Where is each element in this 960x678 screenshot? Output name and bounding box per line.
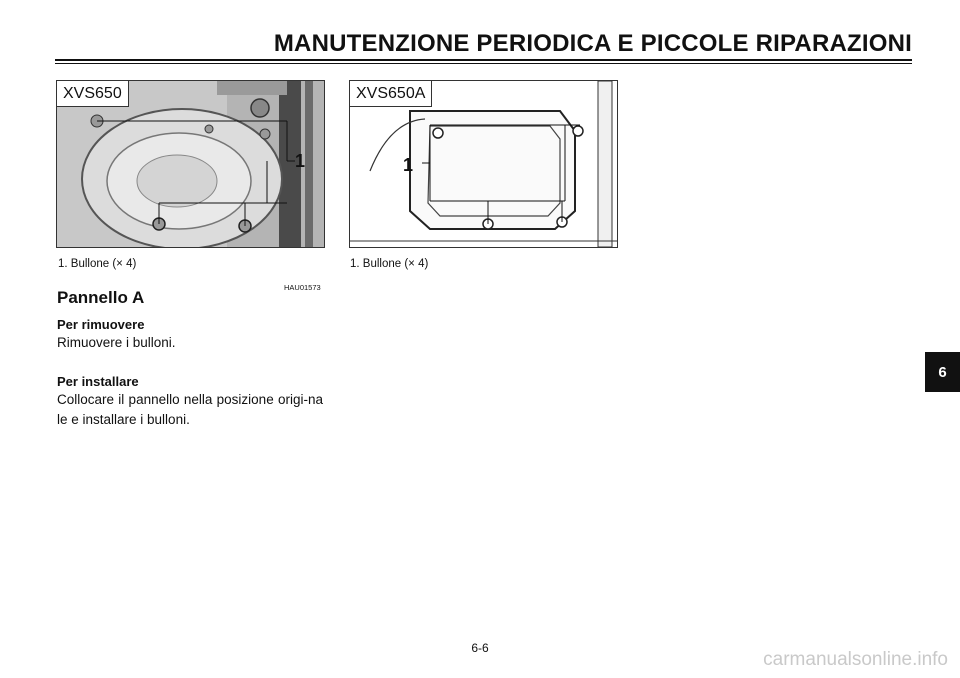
figure-caption-xvs650: 1. Bullone (× 4) bbox=[58, 258, 137, 270]
install-heading: Per installare bbox=[57, 374, 139, 389]
figure-xvs650 bbox=[56, 80, 325, 248]
figure-model-label: XVS650 bbox=[57, 81, 129, 107]
callout-number: 1 bbox=[295, 151, 306, 171]
section-code: HAU01573 bbox=[284, 283, 321, 292]
chapter-tab: 6 bbox=[925, 352, 960, 392]
install-text: Collocare il pannello nella posizione origi-nale e installare i bulloni. bbox=[57, 392, 323, 427]
section-title: Pannello A bbox=[57, 288, 145, 307]
watermark: carmanualsonline.info bbox=[763, 649, 948, 670]
figure-xvs650a bbox=[349, 80, 618, 248]
figure-caption-xvs650a: 1. Bullone (× 4) bbox=[350, 258, 429, 270]
header-rule bbox=[55, 59, 912, 61]
figure-model-label: XVS650A bbox=[350, 81, 432, 107]
header-rule-thin bbox=[55, 63, 912, 64]
remove-text: Rimuovere i bulloni. bbox=[57, 335, 176, 350]
page-header-title: MANUTENZIONE PERIODICA E PICCOLE RIPARAZIONI bbox=[273, 30, 912, 57]
callout-number: 1 bbox=[403, 155, 414, 175]
remove-heading: Per rimuovere bbox=[57, 317, 145, 332]
page-number: 6-6 bbox=[471, 641, 489, 655]
